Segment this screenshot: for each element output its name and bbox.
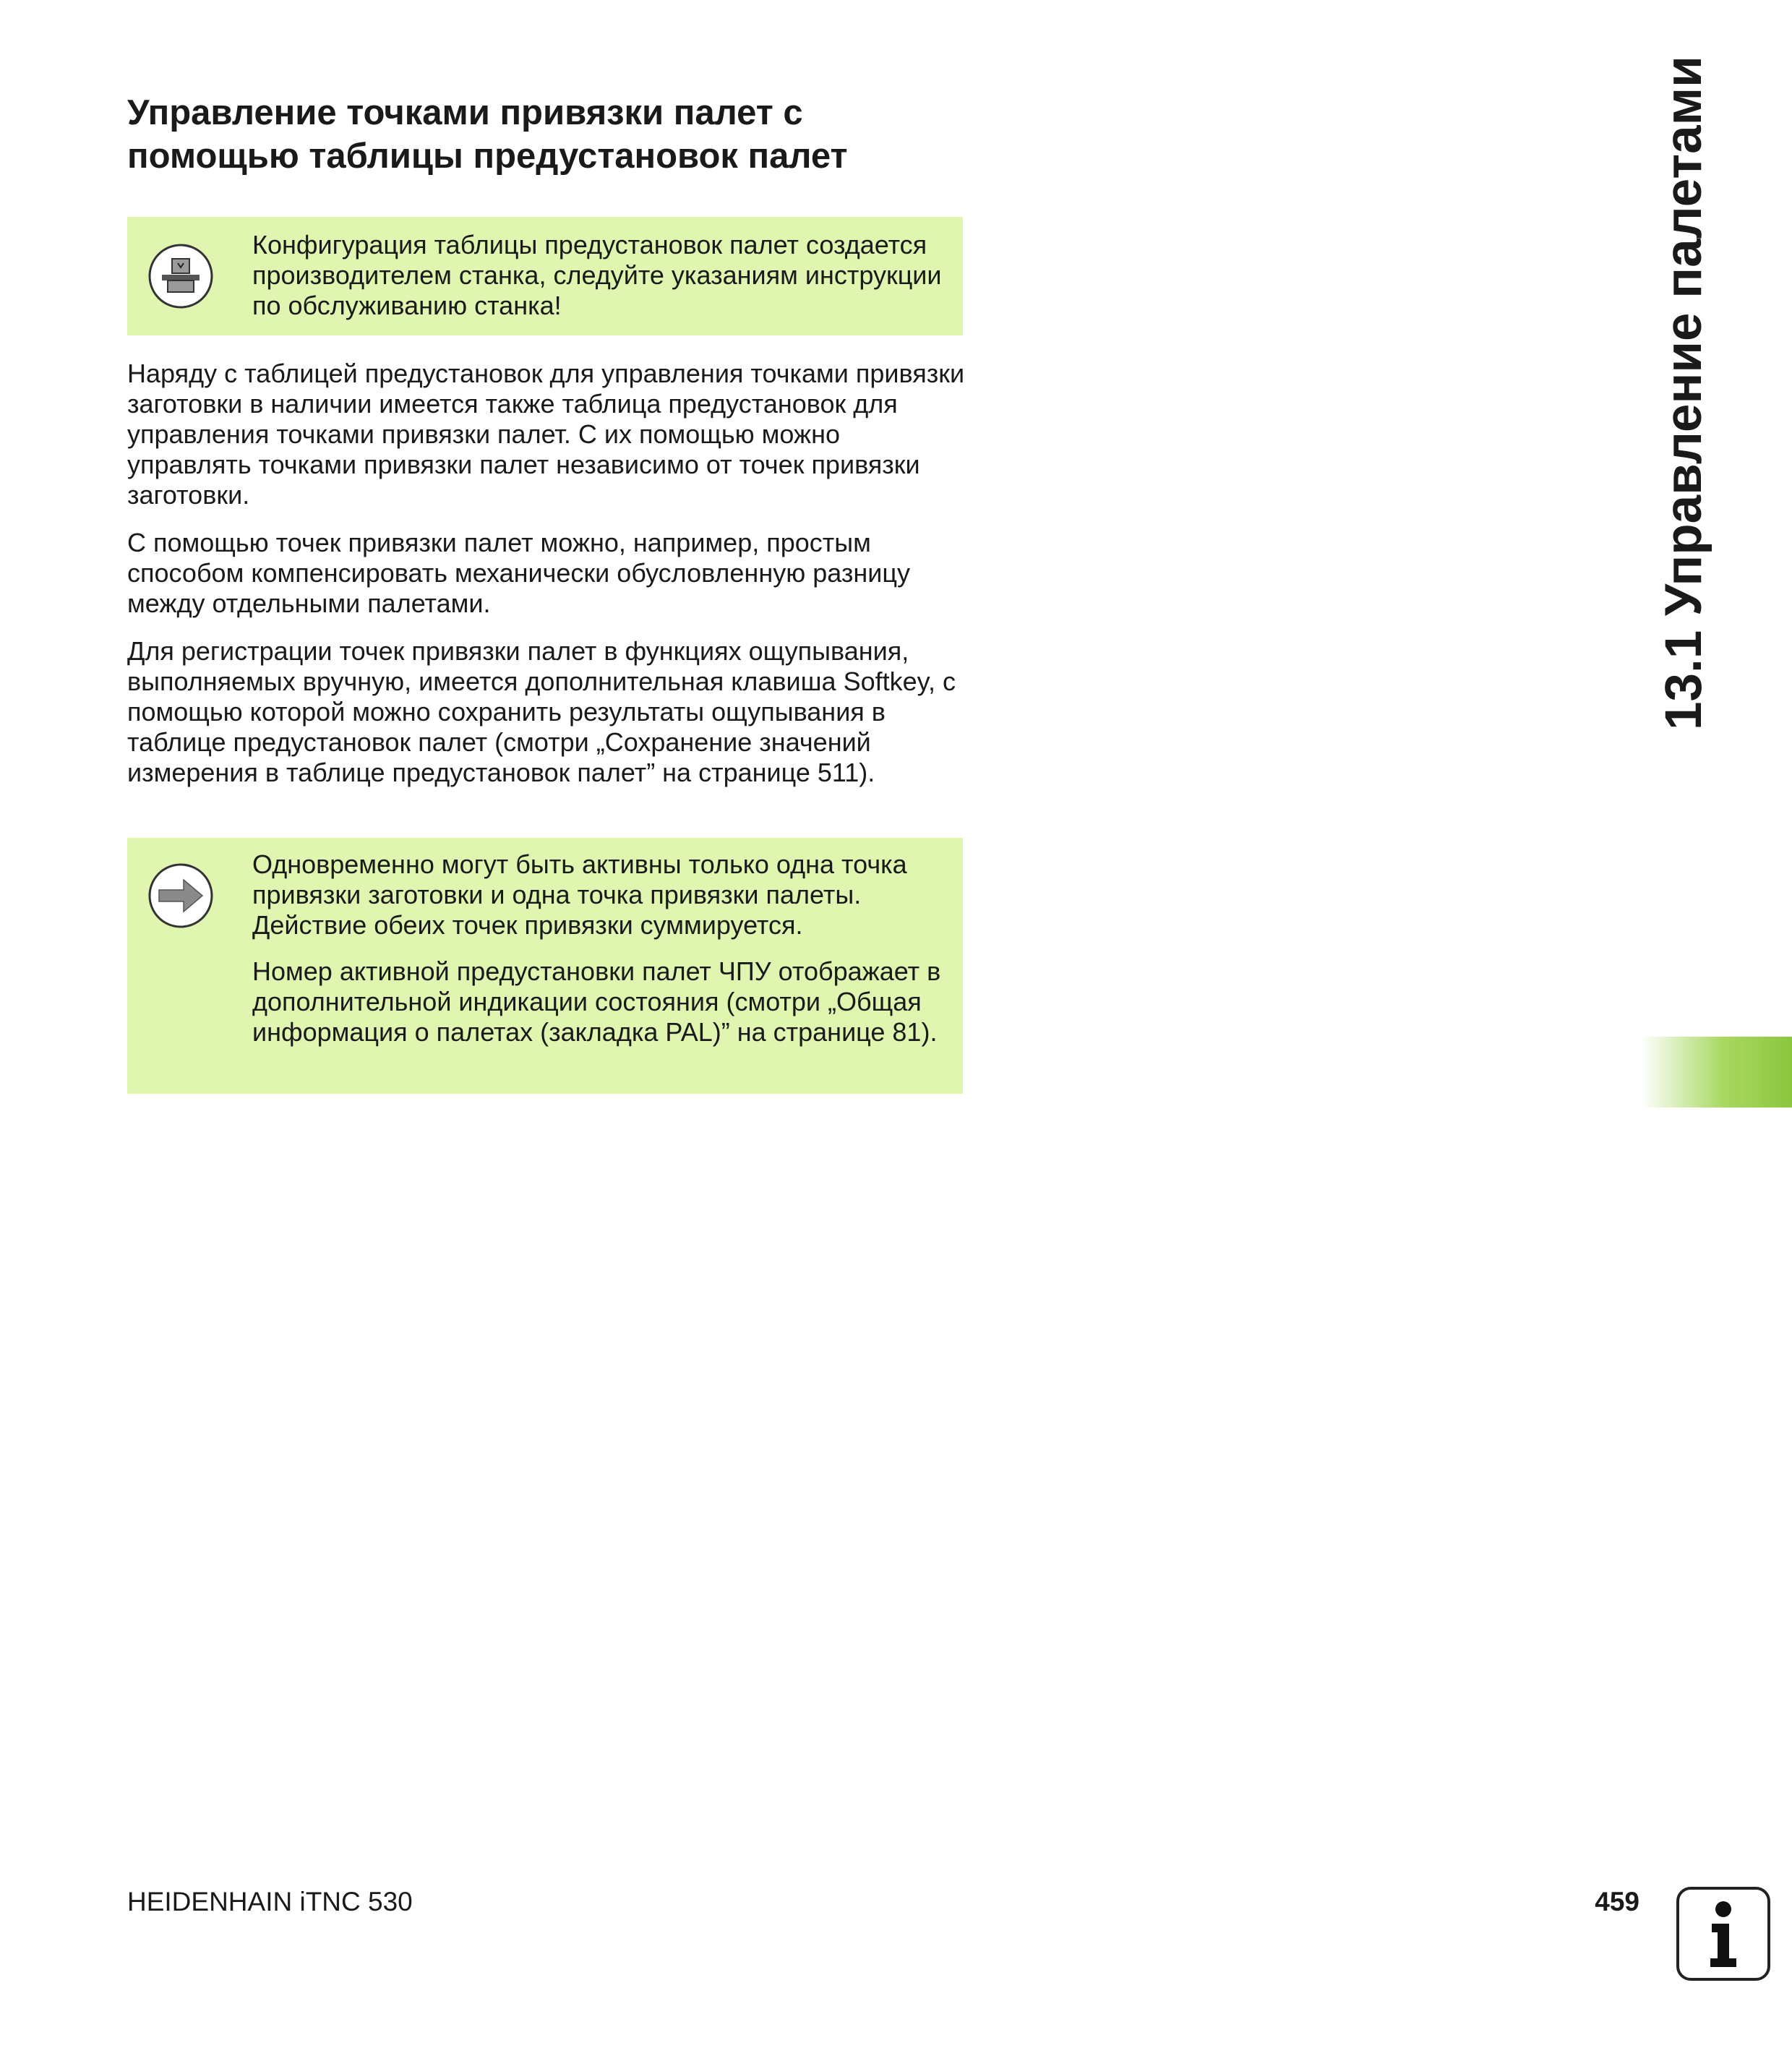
machine-note-text: Конфигурация таблицы предустановок палет создается производителем станка, следуйте указаниям инструкции по обслуживанию станка! bbox=[252, 230, 942, 320]
machine-manufacturer-icon bbox=[147, 243, 214, 309]
hint-note-box bbox=[127, 838, 963, 1094]
paragraph: Наряду с таблицей предустановок для управления точками привязки заготовки в наличии имеется также таблица предустановок для управления точками привязки палет. С их помощью можно управлять точками привязки палет независимо от точек привязки заготовки. bbox=[127, 359, 965, 510]
page-number: 459 bbox=[1595, 1887, 1639, 1916]
machine-note-box bbox=[127, 217, 963, 335]
hint-paragraph: Одновременно могут быть активны только одна точка привязки заготовки и одна точка привязки палеты. Действие обеих точек привязки суммируется. bbox=[252, 849, 907, 940]
footer-product: HEIDENHAIN iTNC 530 bbox=[127, 1887, 413, 1916]
heading-line-1: Управление точками привязки палет с bbox=[127, 93, 803, 132]
chapter-tab-marker bbox=[1641, 1037, 1792, 1107]
info-icon bbox=[1676, 1886, 1771, 1981]
chapter-side-title: 13.1 Управление палетами bbox=[1655, 56, 1712, 730]
paragraph: Для регистрации точек привязки палет в функциях ощупывания, выполняемых вручную, имеется дополнительная клавиша Softkey, с помощью которой можно сохранить результаты ощупывания в таблице предустановок палет (смотри „Сохранение значений измерения в таблице предустановок палет” на странице 511). bbox=[127, 636, 956, 787]
paragraph: С помощью точек привязки палет можно, например, простым способом компенсировать механически обусловленную разницу между отдельными палетами. bbox=[127, 528, 910, 618]
hint-note-text bbox=[252, 849, 946, 1063]
body-text bbox=[127, 359, 966, 805]
page-heading bbox=[127, 91, 980, 178]
hint-paragraph: Номер активной предустановки палет ЧПУ отображает в дополнительной индикации состояния (смотри „Общая информация о палетах (закладка PAL)” на странице 81). bbox=[252, 956, 941, 1047]
heading-line-2: помощью таблицы предустановок палет bbox=[127, 137, 848, 176]
arrow-right-icon bbox=[147, 862, 214, 929]
